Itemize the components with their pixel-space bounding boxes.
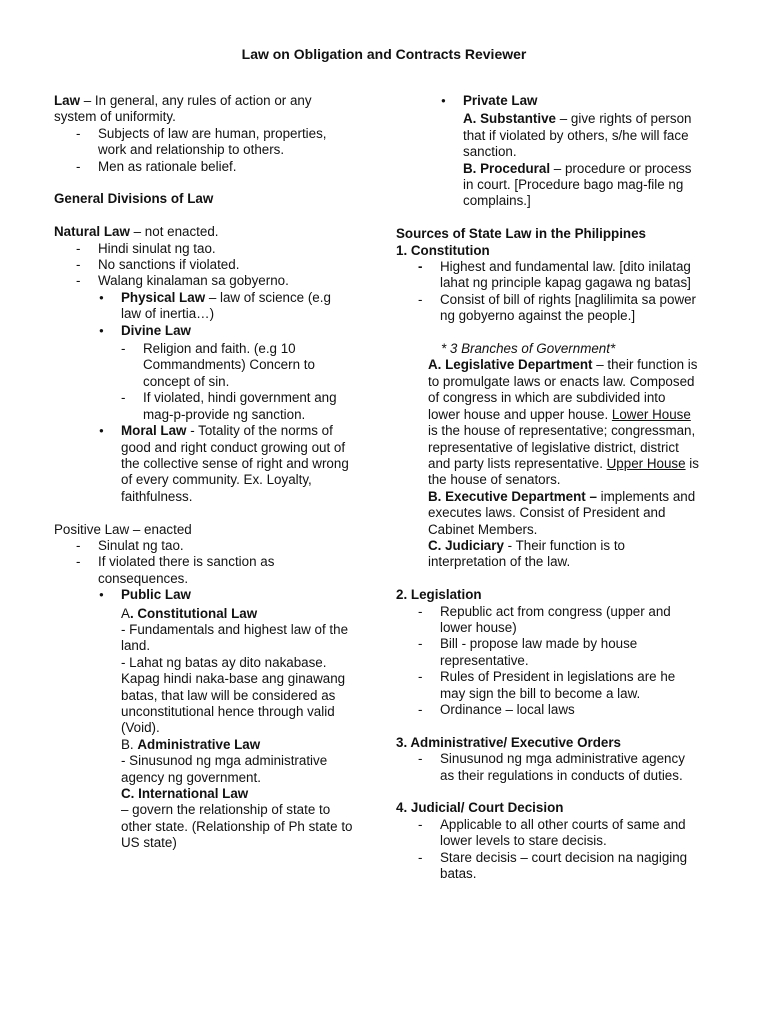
source-legislation-heading: 2. Legislation bbox=[396, 587, 482, 603]
law-definition: Law – In general, any rules of action or any system of uniformity. bbox=[54, 93, 312, 125]
constitutional-law-heading: A. Constitutional Law bbox=[121, 605, 258, 621]
right-column bbox=[396, 93, 701, 882]
source-administrative-heading: 3. Administrative/ Executive Orders bbox=[396, 734, 622, 750]
natural-law-definition: Natural Law – not enacted. bbox=[54, 224, 219, 240]
text-line: - Fundamentals and highest law of the land. bbox=[121, 621, 349, 654]
list-item: - Bill - propose law made by house representative. bbox=[418, 636, 638, 668]
source-judicial-heading: 4. Judicial/ Court Decision bbox=[396, 800, 564, 816]
list-item: - No sanctions if violated. bbox=[76, 257, 240, 273]
list-item: - Republic act from congress (upper and lower house) bbox=[418, 603, 671, 635]
sources-heading: Sources of State Law in the Philippines bbox=[396, 226, 647, 242]
executive-department: B. Executive Department – implements and executes laws. Consist of President and Cabinet Members. bbox=[428, 488, 696, 537]
public-law-details bbox=[121, 606, 354, 852]
physical-law-bullet: ● Physical Law – law of science (e.g law of inertia…) bbox=[99, 290, 354, 323]
list-item: - Highest and fundamental law. [dito inilatag lahat ng principle kapag gagawa ng batas] bbox=[418, 259, 691, 291]
procedural-law: B. Procedural – procedure or process in court. [Procedure bago mag-file ng complains.] bbox=[463, 160, 692, 209]
text-line: – govern the relationship of state to other state. (Relationship of Ph state to US state) bbox=[121, 802, 353, 851]
private-law-details bbox=[463, 111, 701, 209]
text-line: - Lahat ng batas ay dito nakabase. Kapag hindi naka-base ang ginawang batas, that law will be considered as unconstitutional hence through valid (Void). bbox=[121, 654, 346, 736]
text-line: - Sinusunod ng mga administrative agency ng government. bbox=[121, 753, 328, 785]
source-constitution-heading: 1. Constitution bbox=[396, 242, 490, 258]
judiciary: C. Judiciary - Their function is to interpretation of the law. bbox=[428, 537, 625, 570]
branches-details bbox=[428, 357, 701, 570]
branches-heading: * 3 Branches of Government* bbox=[441, 341, 616, 357]
bullet-icon bbox=[99, 423, 121, 505]
bullet-icon bbox=[99, 290, 121, 323]
positive-law-definition: Positive Law – enacted bbox=[54, 521, 192, 537]
bullet-icon bbox=[99, 587, 121, 605]
list-item: - Hindi sinulat ng tao. bbox=[76, 240, 216, 256]
list-item: - Sinusunod ng mga administrative agency as their regulations in conducts of duties. bbox=[418, 751, 685, 783]
list-item: - Ordinance – local laws bbox=[418, 701, 575, 717]
document-title: Law on Obligation and Contracts Reviewer bbox=[241, 46, 527, 62]
list-item: - Men as rationale belief. bbox=[76, 158, 237, 174]
general-divisions-heading: General Divisions of Law bbox=[54, 191, 214, 207]
list-item: - Rules of President in legislations are he may sign the bill to become a law. bbox=[418, 669, 676, 701]
left-column bbox=[54, 93, 354, 852]
list-item: - Applicable to all other courts of same and lower levels to stare decisis. bbox=[418, 816, 686, 849]
bullet-icon bbox=[99, 323, 121, 341]
list-item: - Subjects of law are human, properties, work and relationship to others. bbox=[76, 125, 327, 158]
list-item: - Religion and faith. (e.g 10 Commandments) Concern to concept of sin. bbox=[121, 341, 315, 389]
administrative-law-heading: B. Administrative Law bbox=[121, 736, 261, 752]
list-item: - Sinulat ng tao. bbox=[76, 537, 184, 553]
private-law-bullet: ● Private Law bbox=[441, 93, 701, 111]
international-law-heading: C. International Law bbox=[121, 786, 249, 802]
list-item: - Stare decisis – court decision na nagiging batas. bbox=[418, 849, 688, 882]
list-item: - If violated there is sanction as consequences. bbox=[76, 554, 275, 586]
substantive-law: A. Substantive – give rights of person that if violated by others, s/he will face sanction. bbox=[463, 111, 692, 160]
public-law-bullet: ● Public Law bbox=[99, 587, 354, 605]
list-item: - Walang kinalaman sa gobyerno. bbox=[76, 273, 289, 289]
moral-law-bullet: ● Moral Law - Totality of the norms of good and right conduct growing out of the collective sense of right and wrong of every community. Ex. Loyalty, faithfulness. bbox=[99, 423, 354, 505]
bullet-icon bbox=[441, 93, 463, 111]
legislative-department: A. Legislative Department – their function is to promulgate laws or enacts law. Composed of congress in which are subdivided into lower house and upper house. Lower House is the house of representative; congressman, representative of legislative district, district and party lists representative. Upper House is the house of senators. bbox=[428, 357, 699, 488]
list-item: - If violated, hindi government ang mag-p-provide ng sanction. bbox=[121, 390, 337, 422]
list-item: - Consist of bill of rights [naglilimita sa power ng gobyerno against the people.] bbox=[418, 291, 697, 324]
divine-law-bullet: ● Divine Law bbox=[99, 323, 354, 341]
